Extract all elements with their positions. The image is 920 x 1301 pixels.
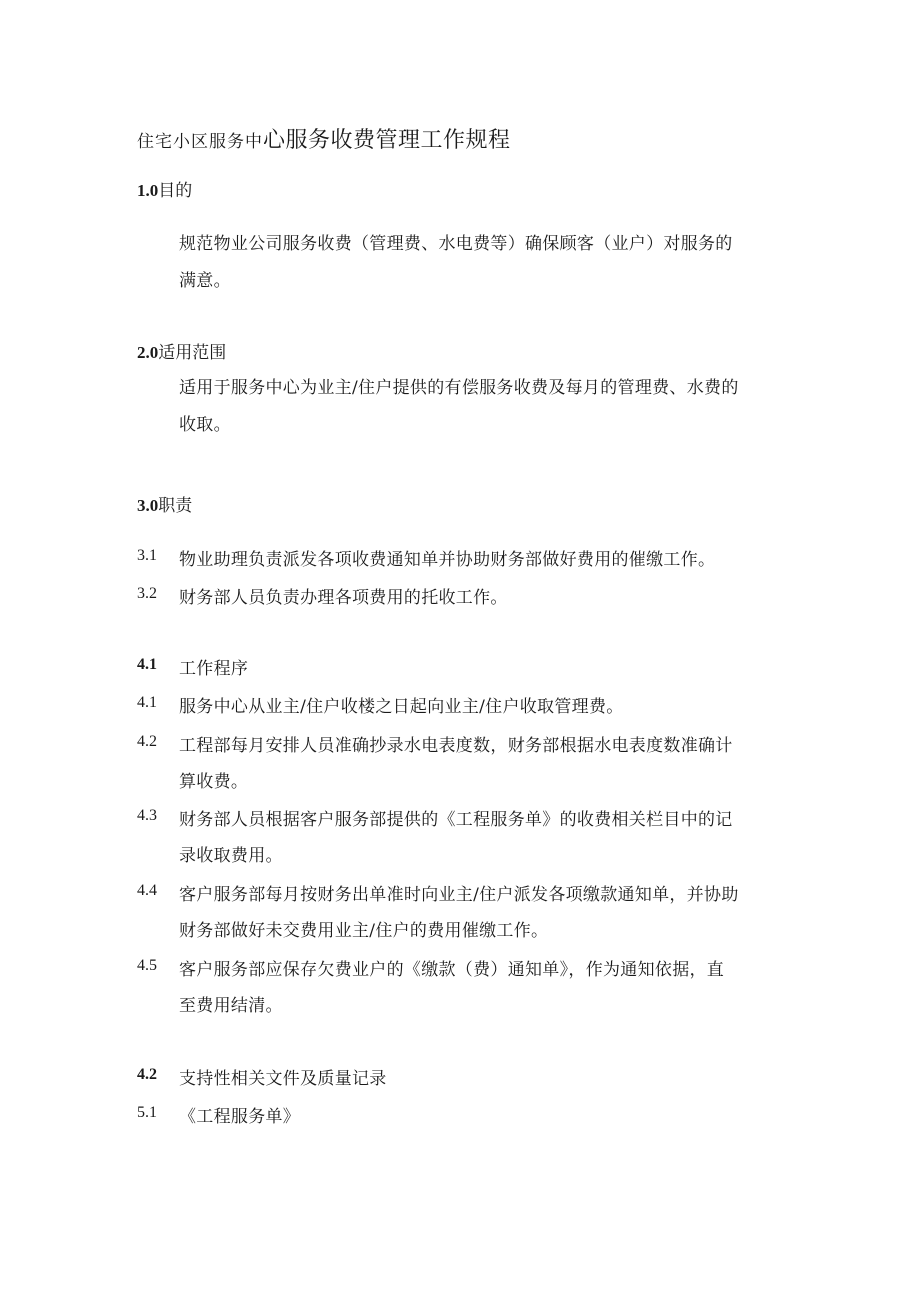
- item-number: 5.1: [137, 1104, 157, 1121]
- procedure-item-text: 财务部做好未交费用业主/住户的费用催缴工作。: [179, 921, 549, 941]
- procedure-item-text: 工程部每月安排人员准确抄录水电表度数，财务部根据水电表度数准确计: [179, 736, 733, 756]
- title-main: 心服务收费管理工作规程: [263, 128, 511, 153]
- item-number: 4.3: [137, 807, 157, 824]
- section-label: 适用范围: [158, 343, 227, 363]
- item-number: 4.4: [137, 882, 157, 899]
- scope-line-1: 适用于服务中心为业主/住户提供的有偿服务收费及每月的管理费、水费的: [179, 378, 739, 398]
- procedure-item-text: 财务部人员根据客户服务部提供的《工程服务单》的收费相关栏目中的记: [179, 810, 733, 830]
- section-label-records: 支持性相关文件及质量记录: [179, 1069, 387, 1089]
- procedure-item-text: 至费用结清。: [179, 996, 283, 1016]
- scope-line-2: 收取。: [179, 415, 231, 435]
- section-heading-scope: [137, 338, 226, 363]
- item-number: 4.5: [137, 957, 157, 974]
- section-label-procedure: 工作程序: [179, 659, 249, 679]
- duty-item-text: 物业助理负责派发各项收费通知单并协助财务部做好费用的催缴工作。: [179, 550, 716, 570]
- section-number: 2.0: [137, 343, 159, 362]
- item-number: 4.2: [137, 733, 157, 750]
- item-number: 4.1: [137, 694, 157, 711]
- section-heading-purpose: [137, 176, 192, 201]
- title-prefix: 住宅小区服务中: [137, 132, 263, 152]
- procedure-item-text: 客户服务部每月按财务出单准时向业主/住户派发各项缴款通知单，并协助: [179, 885, 739, 905]
- section-label: 目的: [158, 181, 193, 201]
- record-item-text: 《工程服务单》: [179, 1107, 301, 1127]
- page-title: [137, 123, 511, 154]
- procedure-item-text: 算收费。: [179, 772, 249, 792]
- section-heading-duties: [137, 491, 192, 516]
- section-number: 3.0: [137, 496, 159, 515]
- duty-item-text: 财务部人员负责办理各项费用的托收工作。: [179, 588, 508, 608]
- procedure-item-text: 录收取费用。: [179, 846, 283, 866]
- section-number: 1.0: [137, 181, 159, 200]
- procedure-item-text: 服务中心从业主/住户收楼之日起向业主/住户收取管理费。: [179, 697, 624, 717]
- section-number: 4.1: [137, 656, 157, 673]
- item-number: 3.1: [137, 547, 157, 564]
- purpose-line-1: 规范物业公司服务收费（管理费、水电费等）确保顾客（业户）对服务的: [179, 234, 733, 254]
- section-label: 职责: [158, 496, 193, 516]
- procedure-item-text: 客户服务部应保存欠费业户的《缴款（费）通知单》，作为通知依据，直: [179, 960, 725, 980]
- purpose-line-2: 满意。: [179, 271, 231, 291]
- section-number: 4.2: [137, 1066, 157, 1083]
- item-number: 3.2: [137, 585, 157, 602]
